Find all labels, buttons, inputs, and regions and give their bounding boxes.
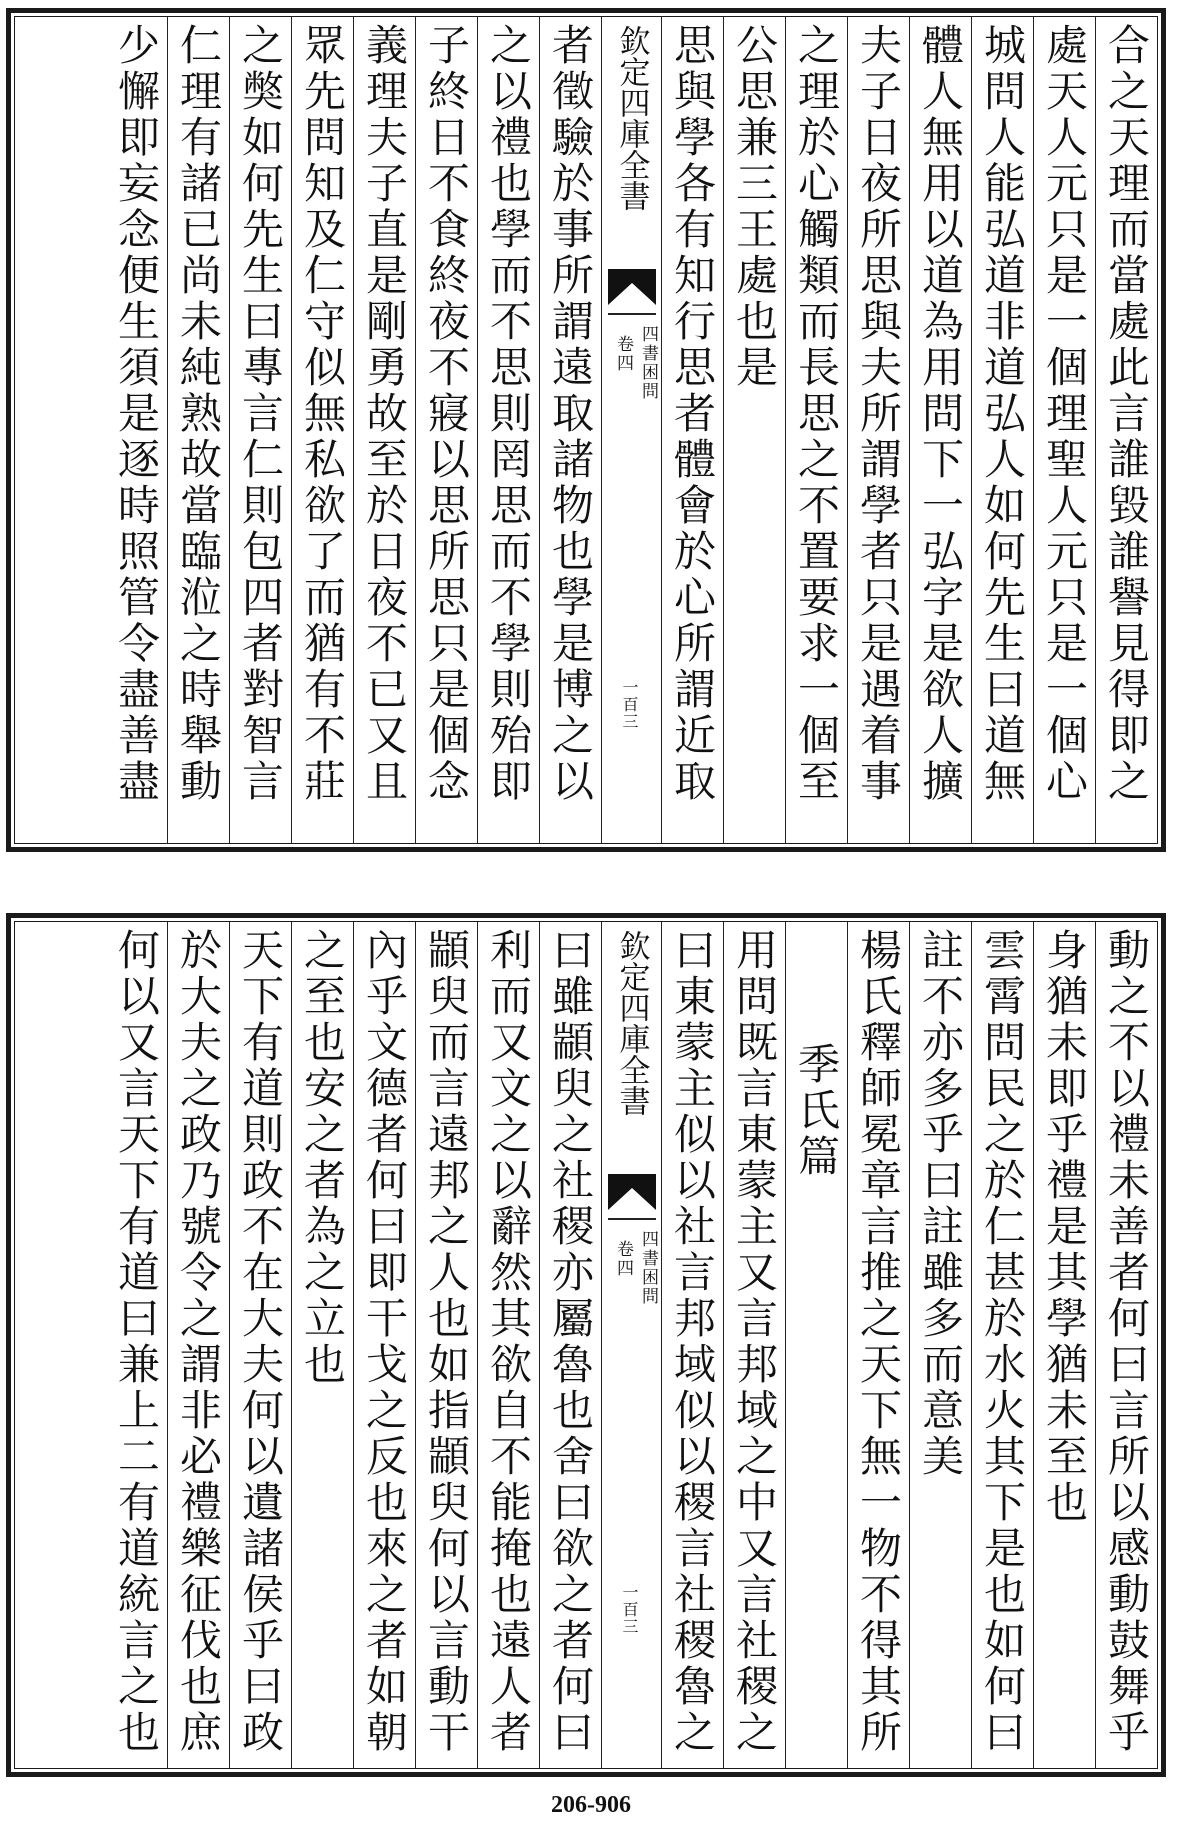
book-name: 四書困問 [638, 1230, 658, 1306]
volume-label: 卷四 [613, 1240, 633, 1278]
text-column: 利而又文之以辭然其欲自不能掩也遠人者 [477, 922, 539, 1768]
text-column: 註不亦多乎曰註雖多而意美 [909, 922, 971, 1768]
text-column: 公思兼三王處也是 [723, 17, 785, 843]
text-column: 天下有道則政不在大夫何以遺諸侯乎曰政 [229, 922, 291, 1768]
text-column: 仁理有諸已尚未純熟故當臨涖之時舉動 [167, 17, 229, 843]
fish-tail-rule [608, 1218, 656, 1220]
center-margin [601, 922, 661, 1768]
bottom-page-frame [6, 913, 1166, 1777]
text-column: 夫子日夜所思與夫所謂學者只是遇着事 [847, 17, 909, 843]
bottom-page-columns [15, 922, 1157, 1768]
scan-page-number: 206-906 [551, 1792, 631, 1818]
text-column: 用問既言東蒙主又言邦域之中又言社稷之 [723, 922, 785, 1768]
text-column: 顓臾而言遠邦之人也如指顓臾何以言動干 [415, 922, 477, 1768]
book-series-title: 欽定四庫全書 [613, 930, 650, 1116]
text-column: 雲霄問民之於仁甚於水火其下是也如何曰 [971, 922, 1033, 1768]
page-number: 一百三 [620, 679, 639, 730]
text-column: 動之不以禮未善者何曰言所以感動鼓舞乎 [1095, 922, 1157, 1768]
page-number: 一百三 [620, 1584, 639, 1635]
fish-tail-mark-icon [608, 1174, 656, 1210]
text-column: 楊氏釋師冕章言推之天下無一物不得其所 [847, 922, 909, 1768]
text-column: 思與學各有知行思者體會於心所謂近取 [661, 17, 723, 843]
fish-tail-mark-icon [608, 269, 656, 305]
top-page [0, 0, 1182, 860]
text-column: 之至也安之者為之立也 [291, 922, 353, 1768]
fish-tail-rule [608, 313, 656, 315]
text-column: 曰東蒙主似以社言邦域似以稷言社稷魯之 [661, 922, 723, 1768]
text-column: 處天人元只是一個理聖人元只是一個心 [1033, 17, 1095, 843]
text-column: 身猶未即乎禮是其學猶未至也 [1033, 922, 1095, 1768]
book-name: 四書困問 [638, 325, 658, 401]
text-column: 體人無用以道為用問下一弘字是欲人擴 [909, 17, 971, 843]
text-column: 之理於心觸類而長思之不置要求一個至 [785, 17, 847, 843]
text-column: 城問人能弘道非道弘人如何先生曰道無 [971, 17, 1033, 843]
bottom-page [0, 905, 1182, 1785]
text-column: 曰雖顓臾之社稷亦屬魯也舍曰欲之者何曰 [539, 922, 601, 1768]
top-page-columns [15, 17, 1157, 843]
text-column: 眾先問知及仁守似無私欲了而猶有不莊 [291, 17, 353, 843]
text-column: 於大夫之政乃號令之謂非必禮樂征伐也庶 [167, 922, 229, 1768]
text-column: 義理夫子直是剛勇故至於日夜不已又且 [353, 17, 415, 843]
text-column: 者徵驗於事所謂遠取諸物也學是博之以 [539, 17, 601, 843]
chapter-heading: 季氏篇 [785, 922, 847, 1768]
volume-label: 卷四 [613, 335, 633, 373]
center-margin [601, 17, 661, 843]
text-column: 之獘如何先生曰專言仁則包四者對智言 [229, 17, 291, 843]
text-column: 合之天理而當處此言誰毀誰譽見得即之 [1095, 17, 1157, 843]
text-column: 之以禮也學而不思則罔思而不學則殆即 [477, 17, 539, 843]
text-column: 子終日不食終夜不寢以思所思只是個念 [415, 17, 477, 843]
top-page-frame [6, 8, 1166, 852]
text-column: 少懈即妄念便生須是逐時照管令盡善盡 [112, 23, 161, 805]
text-column: 何以又言天下有道曰兼上二有道統言之也 [112, 928, 161, 1756]
text-column: 內乎文德者何曰即干戈之反也來之者如朝 [353, 922, 415, 1768]
book-series-title: 欽定四庫全書 [613, 25, 650, 211]
